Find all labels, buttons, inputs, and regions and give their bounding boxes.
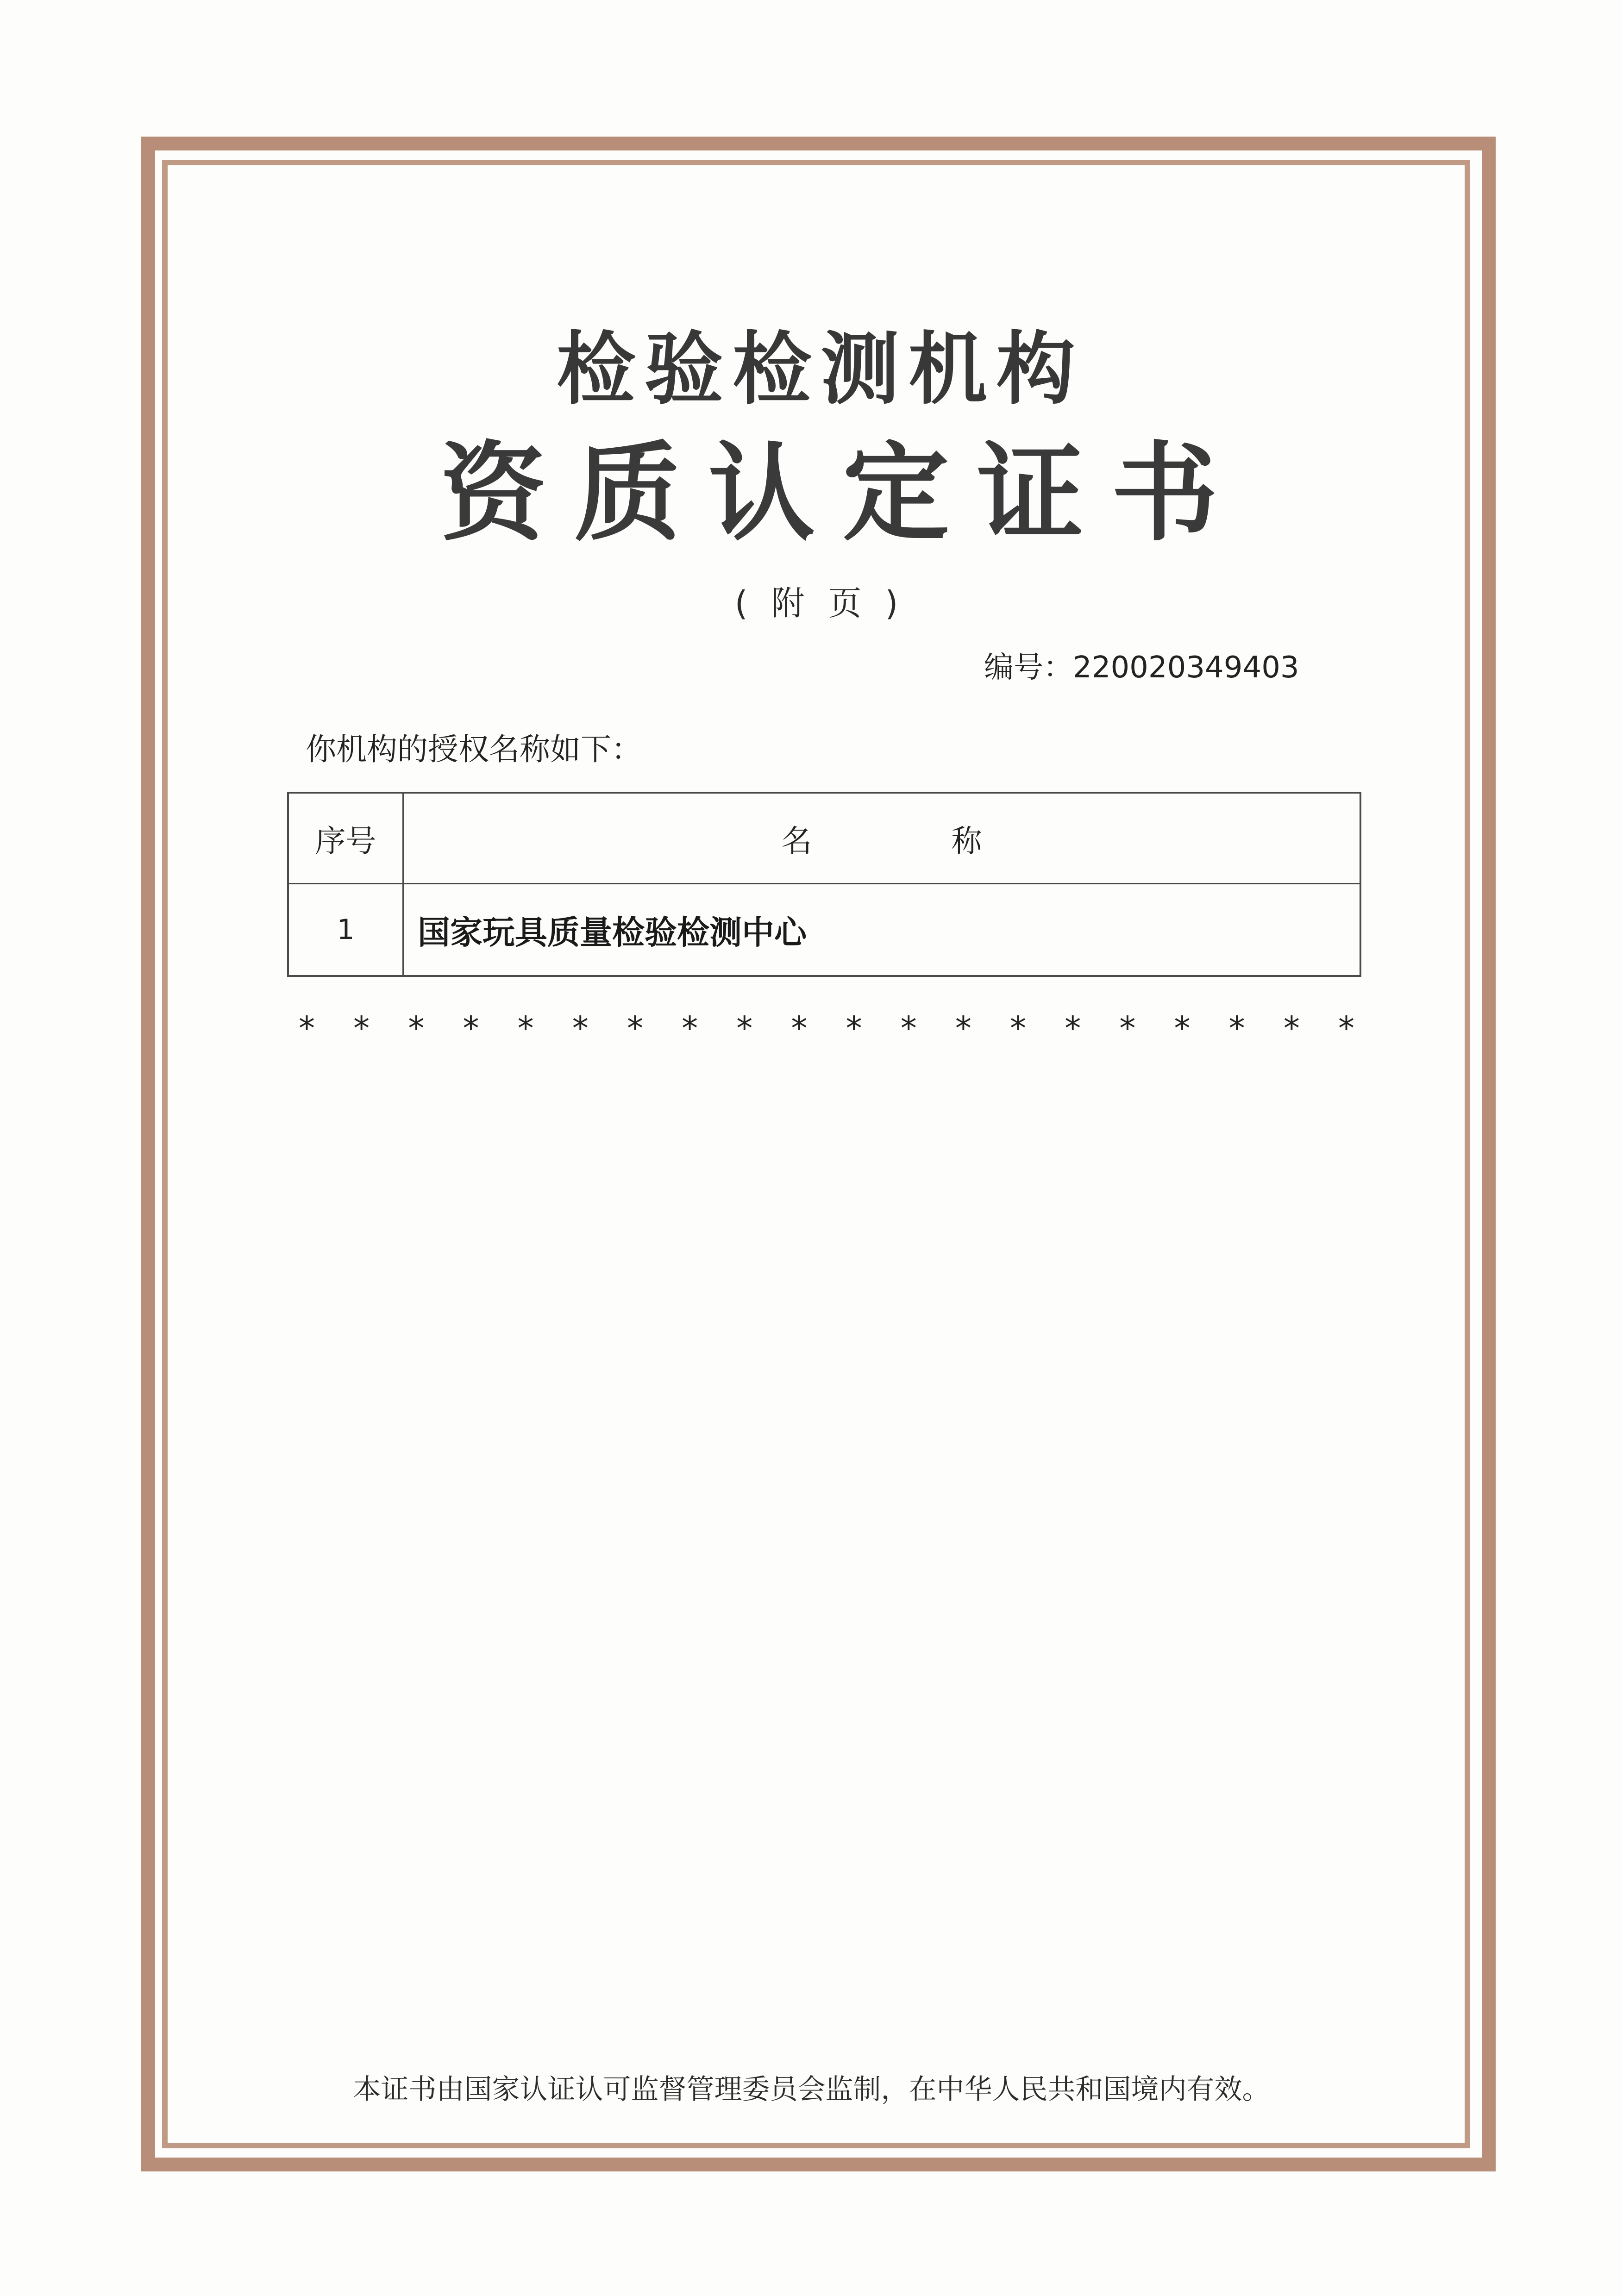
appendix-subtitle: ( 附 页 ) (734, 584, 905, 623)
asterisk-mark: * (682, 1009, 698, 1047)
certificate-number (984, 644, 1336, 686)
asterisk-mark: * (736, 1009, 753, 1047)
asterisk-separator (299, 1009, 1354, 1047)
asterisk-mark: * (408, 1009, 425, 1047)
asterisk-mark: * (1228, 1009, 1245, 1047)
asterisk-mark: * (1119, 1009, 1136, 1047)
asterisk-mark: * (299, 1009, 315, 1047)
certificate-number-label: 编号： (984, 651, 1073, 685)
asterisk-mark: * (1174, 1009, 1191, 1047)
asterisk-mark: * (1010, 1009, 1027, 1047)
certificate-title-line2: 资质认定证书 (440, 431, 1246, 556)
asterisk-mark: * (846, 1009, 862, 1047)
asterisk-mark: * (1065, 1009, 1081, 1047)
asterisk-mark: * (1338, 1009, 1354, 1047)
asterisk-mark: * (353, 1009, 370, 1047)
header-cell-index (289, 794, 404, 883)
row-index: 1 (337, 913, 355, 946)
asterisk-mark: * (517, 1009, 534, 1047)
certificate-footer-note: 本证书由国家认证认可监督管理委员会监制，在中华人民共和国境内有效。 (353, 2073, 1270, 2106)
asterisk-mark: * (900, 1009, 917, 1047)
row-cell-name (404, 884, 1360, 975)
row-cell-index (289, 884, 404, 975)
authorized-names-intro: 你机构的授权名称如下： (306, 732, 642, 767)
certificate-number-value: 220020349403 (1073, 651, 1299, 685)
asterisk-mark: * (572, 1009, 589, 1047)
header-index-label: 序号 (315, 823, 376, 859)
table-header-row (289, 794, 1360, 884)
certificate-title-line1: 检验检测机构 (556, 323, 1084, 415)
asterisk-mark: * (463, 1009, 479, 1047)
table-row (289, 884, 1360, 975)
asterisk-mark: * (955, 1009, 971, 1047)
asterisk-mark: * (1283, 1009, 1300, 1047)
authorized-names-table (287, 792, 1361, 977)
header-cell-name (404, 794, 1360, 883)
asterisk-mark: * (791, 1009, 808, 1047)
header-name-label: 名 称 (781, 823, 1047, 859)
asterisk-mark: * (627, 1009, 643, 1047)
row-name: 国家玩具质量检验检测中心 (418, 913, 807, 951)
